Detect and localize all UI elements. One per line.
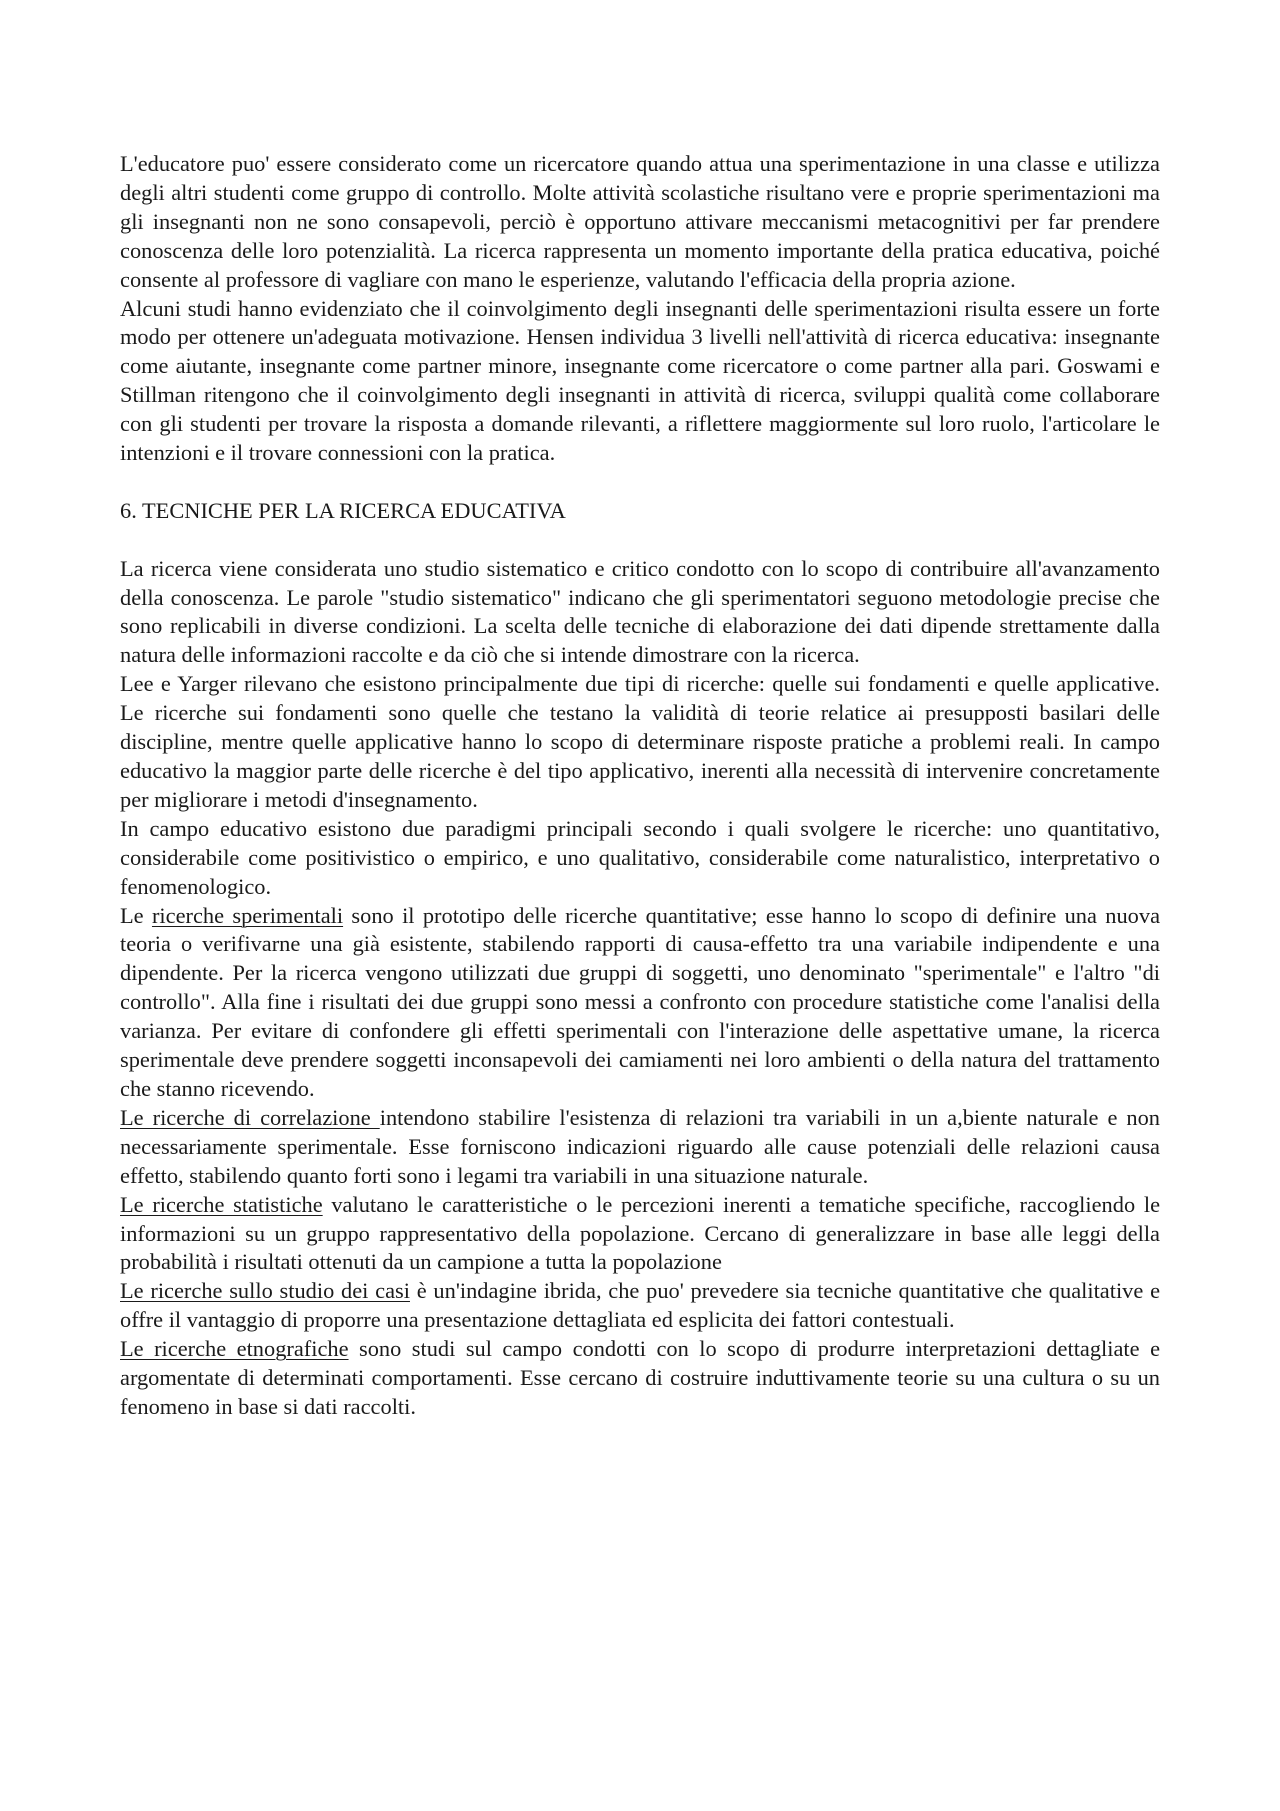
- paragraph-lead: Le: [120, 902, 152, 928]
- term-statistics: Le ricerche statistiche: [120, 1191, 323, 1217]
- paragraph-body: sono il prototipo delle ricerche quantitative; esse hanno lo scopo di definire una nuova teoria o verifivarne una già esistente, stabilendo rapporti di causa-effetto tra una variabile indipendente e una dipendente. Per la ricerca vengono utilizzati due gruppi di soggetti, uno denominato "sperimentale" e l'altro "di controllo". Alla fine i risultati dei due gruppi sono messi a confronto con procedure statistiche come l'analisi della varianza. Per evitare di confondere gli effetti sperimentali con l'interazione delle aspettative umane, la ricerca sperimentale deve prendere soggetti inconsapevoli dei camiamenti nei loro ambienti o della natura del trattamento che stanno ricevendo.: [120, 902, 1161, 1101]
- section-paragraph-ethnographic: [120, 1335, 1160, 1422]
- term-case-studies: Le ricerche sullo studio dei casi: [120, 1278, 410, 1304]
- section-paragraph-experimental: [120, 902, 1160, 1104]
- intro-paragraph-1: L'educatore puo' essere considerato come un ricercatore quando attua una sperimentazione in una classe e utilizza degli altri studenti come gruppo di controllo. Molte attività scolastiche risultano vere e proprie sperimentazioni ma gli insegnanti non ne sono consapevoli, perciò è opportuno attivare meccanismi metacognitivi per far prendere conoscenza delle loro potenzialità. La ricerca rappresenta un momento importante della pratica educativa, poiché consente al professore di vagliare con mano le esperienze, valutando l'efficacia della propria azione.: [120, 151, 1160, 292]
- paragraph-body: è un'indagine ibrida, che puo' prevedere sia tecniche quantitative che qualitative e offre il vantaggio di proporre una presentazione dettagliata ed esplicita dei fattori contestuali.: [120, 1278, 1161, 1333]
- term-experimental: ricerche sperimentali: [151, 902, 344, 928]
- document-page: [120, 150, 1160, 1422]
- term-ethnographic: Le ricerche etnografiche: [120, 1336, 349, 1362]
- term-correlation: Le ricerche di correlazione: [120, 1104, 380, 1130]
- intro-paragraph-2: Alcuni studi hanno evidenziato che il coinvolgimento degli insegnanti delle sperimentazioni risulta essere un forte modo per ottenere un'adeguata motivazione. Hensen individua 3 livelli nell'attività di ricerca educativa: insegnante come aiutante, insegnante come partner minore, insegnante come ricercatore o come partner alla pari. Goswami e Stillman ritengono che il coinvolgimento degli insegnanti in attività di ricerca, sviluppi qualità come collaborare con gli studenti per trovare la risposta a domande rilevanti, a riflettere maggiormente sul loro ruolo, l'articolare le intenzioni e il trovare connessioni con la pratica.: [120, 295, 1160, 466]
- section-paragraph-correlation: [120, 1104, 1160, 1191]
- section-paragraph-3: In campo educativo esistono due paradigmi principali secondo i quali svolgere le ricerche: uno quantitativo, considerabile come positivistico o empirico, e uno qualitativo, considerabile come naturalistico, interpretativo o fenomenologico.: [120, 815, 1160, 899]
- paragraph-body: intendono stabilire l'esistenza di relazioni tra variabili in un a,biente naturale e non necessariamente sperimentale. Esse forniscono indicazioni riguardo alle cause potenziali delle relazioni causa effetto, stabilendo quanto forti sono i legami tra variabili in una situazione naturale.: [120, 1104, 1160, 1188]
- section-paragraph-case-studies: [120, 1277, 1160, 1335]
- section-heading: 6. TECNICHE PER LA RICERCA EDUCATIVA: [120, 497, 566, 523]
- paragraph-body: valutano le caratteristiche o le percezioni inerenti a tematiche specifiche, raccogliendo le informazioni su un gruppo rappresentativo della popolazione. Cercano di generalizzare in base alle leggi della probabilità i risultati ottenuti da un campione a tutta la popolazione: [120, 1191, 1161, 1275]
- section-paragraph-2: Lee e Yarger rilevano che esistono principalmente due tipi di ricerche: quelle sui fondamenti e quelle applicative. Le ricerche sui fondamenti sono quelle che testano la validità di teorie relatice ai presupposti basilari delle discipline, mentre quelle applicative hanno lo scopo di determinare risposte pratiche a problemi reali. In campo educativo la maggior parte delle ricerche è del tipo applicativo, inerenti alla necessità di intervenire concretamente per migliorare i metodi d'insegnamento.: [120, 671, 1160, 812]
- section-paragraph-1: La ricerca viene considerata uno studio sistematico e critico condotto con lo scopo di contribuire all'avanzamento della conoscenza. Le parole "studio sistematico" indicano che gli sperimentatori seguono metodologie precise che sono replicabili in diverse condizioni. La scelta delle tecniche di elaborazione dei dati dipende strettamente dalla natura delle informazioni raccolte e da ciò che si intende dimostrare con la ricerca.: [120, 555, 1160, 668]
- paragraph-body: sono studi sul campo condotti con lo scopo di produrre interpretazioni dettagliate e argomentate di determinati comportamenti. Esse cercano di costruire induttivamente teorie su una cultura o su un fenomeno in base si dati raccolti.: [120, 1336, 1161, 1419]
- section-paragraph-statistics: [120, 1191, 1160, 1278]
